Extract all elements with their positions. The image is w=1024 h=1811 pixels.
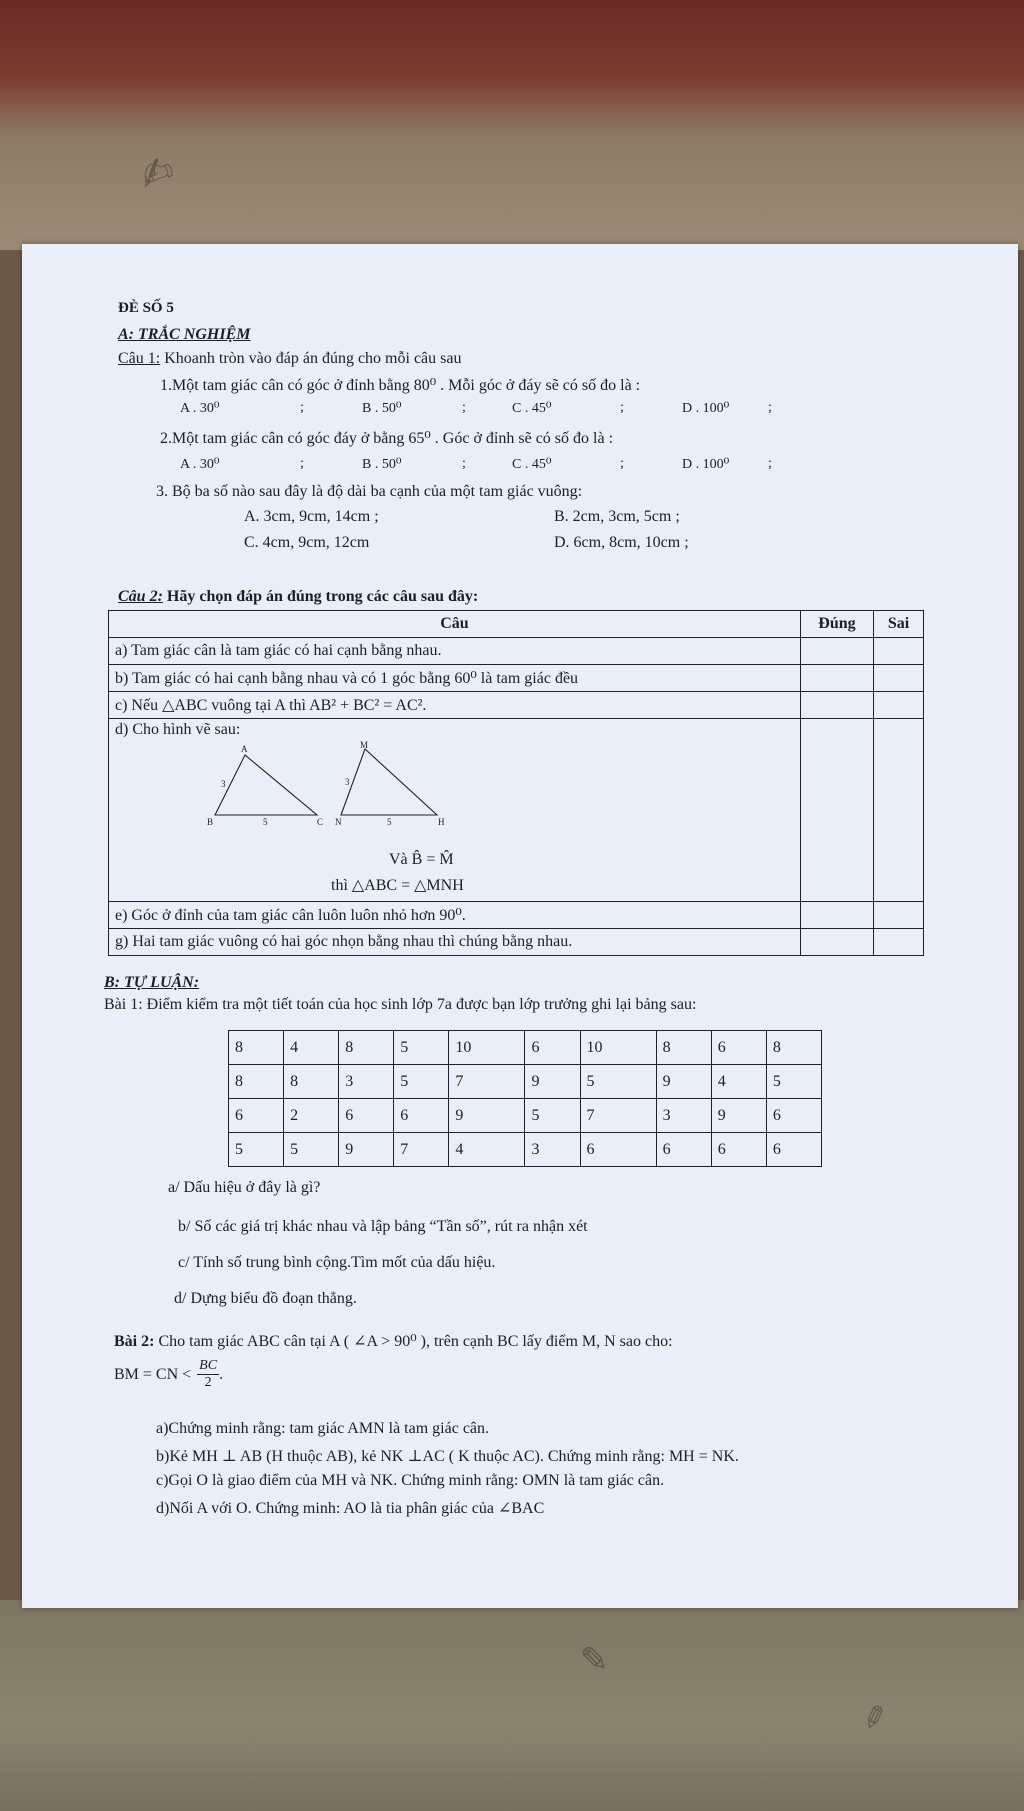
table-row [109,719,924,902]
vertex-m-label: M [360,741,369,750]
score-cell: 2 [284,1099,339,1133]
cau1-q2-option-b: B . 50⁰ [362,457,402,472]
cau1-q2-sep: ; [768,456,772,471]
cau2-instruction: Hãy chọn đáp án đúng trong các câu sau đây: [166,588,479,605]
answer-cell[interactable] [874,665,924,692]
score-cell: 3 [339,1065,394,1099]
section-a-title: A: TRẮC NGHIỆM [118,326,251,343]
score-cell: 9 [339,1133,394,1167]
vertex-c-label: C [317,817,324,827]
cau2-label: Câu 2: [118,588,163,605]
header-false: Sai [874,611,924,638]
score-cell: 5 [394,1065,449,1099]
cau1-q2-option-a: A . 30⁰ [180,457,220,472]
score-cell: 7 [449,1065,525,1099]
bai1-question-c: c/ Tính số trung bình cộng.Tìm mốt của dấu hiệu. [178,1254,496,1271]
header-true: Đúng [800,611,873,638]
answer-cell[interactable] [800,638,873,665]
score-cell: 7 [394,1133,449,1167]
statement-g: g) Hai tam giác vuông có hai góc nhọn bằng nhau thì chúng bằng nhau. [109,929,801,956]
section-b-title: B: TỰ LUẬN: [104,974,200,991]
score-cell: 9 [525,1065,580,1099]
scores-table-body [229,1031,822,1167]
answer-cell[interactable] [874,929,924,956]
header-question: Câu [109,611,801,638]
table-row [229,1065,822,1099]
bai1-question-d: d/ Dựng biểu đồ đoạn thẳng. [174,1290,357,1307]
answer-cell[interactable] [800,929,873,956]
table-row [109,929,924,956]
score-cell: 6 [711,1133,766,1167]
score-cell: 8 [229,1065,284,1099]
statement-e: e) Góc ở đỉnh của tam giác cân luôn luôn nhỏ hơn 90⁰. [109,902,801,929]
cau1-q2-text: 2.Một tam giác cân có góc đáy ở bằng 65⁰ . Góc ở đỉnh sẽ có số đo là : [160,430,614,447]
statement-d [109,719,801,902]
cau2-heading [118,588,478,606]
statement-d-text: d) Cho hình vẽ sau: [115,721,241,738]
cau1-heading [118,350,461,368]
bai2-condition [114,1358,223,1391]
score-cell: 6 [339,1099,394,1133]
vertex-b-label: B [207,817,214,827]
table-header-row [109,611,924,638]
score-cell: 8 [339,1031,394,1065]
cau1-q1-option-a: A . 30⁰ [180,401,220,416]
score-cell: 3 [656,1099,711,1133]
statement-d-conclusion: thì △ABC = △MNH [331,877,464,894]
exam-paper [22,244,1018,1608]
cau1-q1-sep: ; [462,400,466,415]
score-cell: 5 [394,1031,449,1065]
vertex-h-label: H [438,817,445,827]
score-cell: 7 [580,1099,656,1133]
desk-scribble-mark: ✎ [580,1640,609,1680]
bai2-text [114,1331,673,1351]
desk-scribble-mark: ✍ [133,145,181,201]
cau1-q1-option-b: B . 50⁰ [362,401,402,416]
score-cell: 9 [449,1099,525,1133]
bai2-label: Bài 2: [114,1333,155,1350]
triangle-abc [215,755,317,815]
cau1-q1-option-d: D . 100⁰ [682,401,730,416]
score-cell: 5 [766,1065,821,1099]
bai2-question-d: d)Nối A với O. Chứng minh: AO là tia phân giác của ∠BAC [156,1500,545,1517]
score-cell: 6 [711,1031,766,1065]
cau1-q3-text: 3. Bộ ba số nào sau đây là độ dài ba cạnh của một tam giác vuông: [156,483,583,500]
cau1-instruction: Khoanh tròn vào đáp án đúng cho mỗi câu sau [164,350,462,367]
table-row [109,665,924,692]
answer-cell[interactable] [874,692,924,719]
score-cell: 8 [284,1065,339,1099]
bai2-question-a: a)Chứng minh rằng: tam giác AMN là tam giác cân. [156,1420,490,1437]
triangle-figure [115,741,794,827]
bai1-question-b: b/ Số các giá trị khác nhau và lập bảng “Tần số”, rút ra nhận xét [178,1218,588,1235]
scores-table [228,1030,822,1167]
cau1-q3-option-d: D. 6cm, 8cm, 10cm ; [554,534,689,551]
score-cell: 8 [229,1031,284,1065]
score-cell: 5 [229,1133,284,1167]
desk-scribble-mark: ✎ [851,1699,894,1736]
cau1-q1-option-c: C . 45⁰ [512,401,552,416]
answer-cell[interactable] [800,902,873,929]
answer-cell[interactable] [874,902,924,929]
score-cell: 6 [656,1133,711,1167]
answer-cell[interactable] [800,719,873,902]
score-cell: 8 [656,1031,711,1065]
score-cell: 9 [711,1099,766,1133]
answer-cell[interactable] [800,692,873,719]
bai1-text: Bài 1: Điểm kiểm tra một tiết toán của học sinh lớp 7a được bạn lớp trưởng ghi lại bảng sau: [104,996,697,1013]
score-cell: 6 [766,1099,821,1133]
statement-b: b) Tam giác có hai cạnh bằng nhau và có 1 góc bằng 60⁰ là tam giác đều [109,665,801,692]
cau1-q1-sep: ; [300,400,304,415]
bai1-question-a: a/ Dấu hiệu ở đây là gì? [168,1179,321,1196]
table-row [109,692,924,719]
cau1-q3-option-b: B. 2cm, 3cm, 5cm ; [554,508,680,525]
score-cell: 5 [580,1065,656,1099]
score-cell: 6 [394,1099,449,1133]
background-table-top [0,0,1024,250]
cau1-q3-option-c: C. 4cm, 9cm, 12cm [244,534,370,551]
bai2-problem: Cho tam giác ABC cân tại A ( ∠A > 90⁰ ), trên cạnh BC lấy điểm M, N sao cho: [158,1333,673,1350]
bai2-fraction [197,1358,219,1391]
exam-title: ĐÈ SỐ 5 [118,300,174,316]
side-bc-label: 5 [263,817,268,827]
answer-cell[interactable] [874,719,924,902]
cau1-q2-sep: ; [620,456,624,471]
table-row [109,902,924,929]
bai2-condition-left: BM = CN < [114,1365,192,1383]
statement-c: c) Nếu △ABC vuông tại A thì AB² + BC² = AC². [109,692,801,719]
fraction-denominator: 2 [204,1375,212,1390]
score-cell: 8 [766,1031,821,1065]
cau1-q1-sep: ; [768,400,772,415]
statement-d-condition: Và B̂ = M̂ [389,851,454,868]
cau1-q2-sep: ; [300,456,304,471]
score-cell: 4 [711,1065,766,1099]
score-cell: 9 [656,1065,711,1099]
side-mn-label: 3 [345,777,350,787]
bai2-question-c: c)Gọi O là giao điểm của MH và NK. Chứng minh rằng: OMN là tam giác cân. [156,1472,665,1489]
cau1-q1-text: 1.Một tam giác cân có góc ở đỉnh bằng 80⁰ . Mỗi góc ở đáy sẽ có số đo là : [160,377,641,394]
score-cell: 3 [525,1133,580,1167]
side-ab-label: 3 [221,779,226,789]
period: . [219,1365,224,1383]
statement-a: a) Tam giác cân là tam giác có hai cạnh bằng nhau. [109,638,801,665]
triangles-diagram [205,741,505,827]
score-cell: 4 [284,1031,339,1065]
side-nh-label: 5 [387,817,392,827]
score-cell: 5 [525,1099,580,1133]
table-row [229,1031,822,1065]
vertex-n-label: N [335,817,342,827]
score-cell: 6 [229,1099,284,1133]
bai2-question-b: b)Kẻ MH ⊥ AB (H thuộc AB), kẻ NK ⊥AC ( K thuộc AC). Chứng minh rằng: MH = NK. [156,1448,739,1465]
score-cell: 4 [449,1133,525,1167]
score-cell: 6 [766,1133,821,1167]
cau1-label: Câu 1: [118,350,161,367]
triangle-mnh [341,749,437,815]
fraction-numerator: BC [199,1358,218,1373]
answer-cell[interactable] [874,638,924,665]
vertex-a-label: A [241,744,248,754]
table-row [109,638,924,665]
cau1-q3-option-a: A. 3cm, 9cm, 14cm ; [244,508,379,525]
cau1-q2-option-c: C . 45⁰ [512,457,552,472]
table-row [229,1099,822,1133]
table-row [229,1133,822,1167]
cau1-q2-option-d: D . 100⁰ [682,457,730,472]
score-cell: 5 [284,1133,339,1167]
true-false-table [108,610,924,956]
score-cell: 6 [580,1133,656,1167]
cau1-q2-sep: ; [462,456,466,471]
score-cell: 10 [580,1031,656,1065]
score-cell: 10 [449,1031,525,1065]
cau1-q1-sep: ; [620,400,624,415]
answer-cell[interactable] [800,665,873,692]
score-cell: 6 [525,1031,580,1065]
